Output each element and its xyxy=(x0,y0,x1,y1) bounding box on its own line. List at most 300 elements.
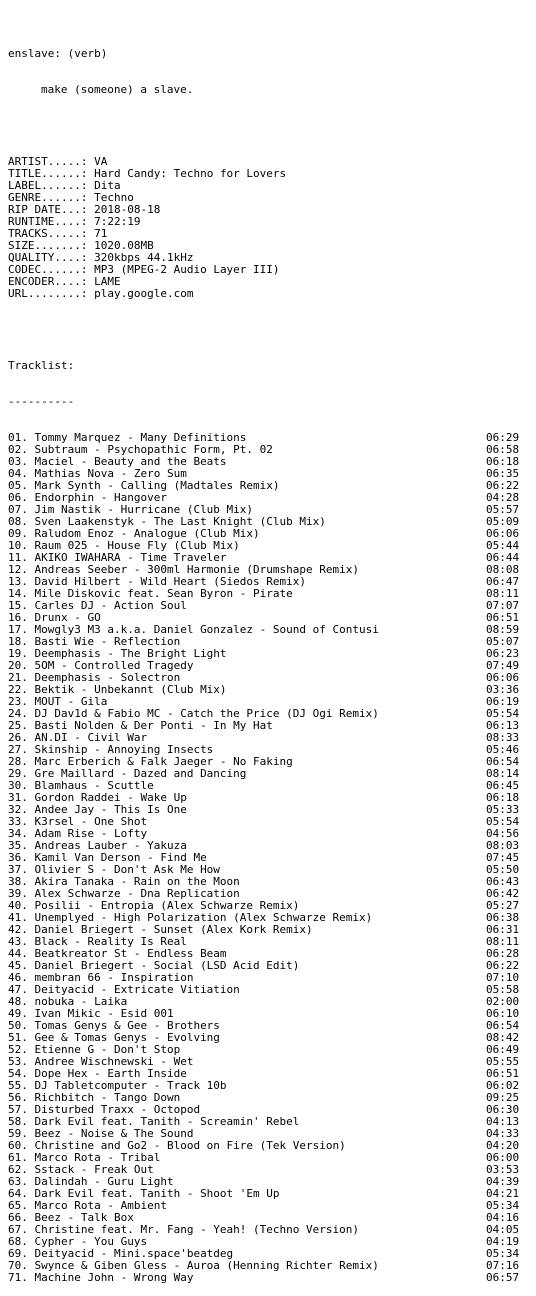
track-name: DJ Dav1d & Fabio MC - Catch the Price (DJ Ogi Remix) xyxy=(34,708,379,720)
track-title xyxy=(8,840,463,852)
track-row xyxy=(8,1104,530,1116)
track-number: 26. xyxy=(8,732,28,744)
track-title xyxy=(8,984,463,996)
track-row xyxy=(8,552,530,564)
track-number: 28. xyxy=(8,756,28,768)
track-duration: 06:22 xyxy=(486,959,520,972)
track-row xyxy=(8,660,530,672)
track-duration: 06:43 xyxy=(486,875,520,888)
info-row xyxy=(8,252,530,264)
track-duration: 06:06 xyxy=(486,527,520,540)
track-name: Richbitch - Tango Down xyxy=(34,1092,181,1104)
track-duration: 03:53 xyxy=(486,1163,520,1176)
track-title xyxy=(8,516,463,528)
track-name: Carles DJ - Action Soul xyxy=(34,600,187,612)
track-name: Subtraum - Psychopathic Form, Pt. 02 xyxy=(34,444,273,456)
track-name: Skinship - Annoying Insects xyxy=(34,744,214,756)
track-name: Sven Laakenstyk - The Last Knight (Club Mix) xyxy=(34,516,326,528)
track-name: Beatkreator St - Endless Beam xyxy=(34,948,227,960)
track-title xyxy=(8,804,463,816)
track-title xyxy=(8,552,463,564)
track-name: Beez - Talk Box xyxy=(34,1212,134,1224)
track-name: Tommy Marquez - Many Definitions xyxy=(34,432,247,444)
track-row xyxy=(8,744,530,756)
track-name: Gre Maillard - Dazed and Dancing xyxy=(34,768,247,780)
track-title xyxy=(8,1032,463,1044)
track-number: 04. xyxy=(8,468,28,480)
track-duration: 06:18 xyxy=(486,791,520,804)
track-number: 38. xyxy=(8,876,28,888)
track-row xyxy=(8,1224,530,1236)
track-row xyxy=(8,1140,530,1152)
track-row xyxy=(8,480,530,492)
track-number: 69. xyxy=(8,1248,28,1260)
info-label: TRACKS.....: xyxy=(8,228,88,240)
track-row xyxy=(8,504,530,516)
track-title xyxy=(8,468,463,480)
track-number: 42. xyxy=(8,924,28,936)
track-duration: 06:54 xyxy=(486,1019,520,1032)
track-title xyxy=(8,456,463,468)
track-name: Marc Erberich & Falk Jaeger - No Faking xyxy=(34,756,293,768)
track-title xyxy=(8,648,463,660)
track-title xyxy=(8,732,463,744)
track-duration: 06:19 xyxy=(486,695,520,708)
track-name: Andree Wischnewski - Wet xyxy=(34,1056,194,1068)
track-title xyxy=(8,972,463,984)
track-number: 40. xyxy=(8,900,28,912)
track-title xyxy=(8,744,463,756)
track-title xyxy=(8,1200,463,1212)
track-number: 12. xyxy=(8,564,28,576)
track-duration: 05:07 xyxy=(486,635,520,648)
info-row xyxy=(8,180,530,192)
track-number: 09. xyxy=(8,528,28,540)
info-label: RIP DATE...: xyxy=(8,204,88,216)
nfo-document xyxy=(8,24,530,1296)
track-name: Alex Schwarze - Dna Replication xyxy=(34,888,240,900)
track-duration: 02:00 xyxy=(486,995,520,1008)
track-title xyxy=(8,528,463,540)
track-title xyxy=(8,828,463,840)
track-row xyxy=(8,1176,530,1188)
track-number: 33. xyxy=(8,816,28,828)
track-name: Beez - Noise & The Sound xyxy=(34,1128,194,1140)
track-name: MOUT - Gila xyxy=(34,696,108,708)
track-duration: 04:19 xyxy=(486,1235,520,1248)
track-duration: 06:51 xyxy=(486,611,520,624)
track-row xyxy=(8,612,530,624)
track-name: Machine John - Wrong Way xyxy=(34,1272,194,1284)
track-duration: 08:03 xyxy=(486,839,520,852)
track-title xyxy=(8,1104,463,1116)
track-duration: 06:22 xyxy=(486,479,520,492)
info-row xyxy=(8,168,530,180)
track-title xyxy=(8,564,463,576)
track-name: Andreas Lauber - Yakuza xyxy=(34,840,187,852)
track-title xyxy=(8,576,463,588)
track-name: Mathias Nova - Zero Sum xyxy=(34,468,187,480)
track-title xyxy=(8,924,463,936)
track-name: Akira Tanaka - Rain on the Moon xyxy=(34,876,240,888)
track-title xyxy=(8,600,463,612)
track-duration: 07:49 xyxy=(486,659,520,672)
info-value: LAME xyxy=(94,276,121,288)
info-value: 2018-08-18 xyxy=(94,204,161,216)
track-number: 19. xyxy=(8,648,28,660)
track-name: Mark Synth - Calling (Madtales Remix) xyxy=(34,480,280,492)
track-row xyxy=(8,912,530,924)
track-title xyxy=(8,672,463,684)
info-value: Techno xyxy=(94,192,134,204)
track-name: Basti Nolden & Der Ponti - In My Hat xyxy=(34,720,273,732)
track-number: 02. xyxy=(8,444,28,456)
track-row xyxy=(8,456,530,468)
track-duration: 05:54 xyxy=(486,707,520,720)
track-number: 54. xyxy=(8,1068,28,1080)
info-row xyxy=(8,288,530,300)
track-row xyxy=(8,1020,530,1032)
track-duration: 06:45 xyxy=(486,779,520,792)
track-duration: 03:36 xyxy=(486,683,520,696)
track-duration: 05:50 xyxy=(486,863,520,876)
track-duration: 06:38 xyxy=(486,911,520,924)
track-row xyxy=(8,1212,530,1224)
track-number: 06. xyxy=(8,492,28,504)
track-title xyxy=(8,756,463,768)
track-duration: 06:30 xyxy=(486,1103,520,1116)
track-number: 10. xyxy=(8,540,28,552)
track-number: 51. xyxy=(8,1032,28,1044)
track-number: 65. xyxy=(8,1200,28,1212)
track-duration: 08:14 xyxy=(486,767,520,780)
info-value: Dita xyxy=(94,180,121,192)
track-row xyxy=(8,696,530,708)
track-duration: 05:55 xyxy=(486,1055,520,1068)
spacer xyxy=(8,120,530,132)
track-duration: 06:49 xyxy=(486,1043,520,1056)
track-title xyxy=(8,1020,463,1032)
track-row xyxy=(8,900,530,912)
track-duration: 08:11 xyxy=(486,935,520,948)
track-name: Daniel Briegert - Sunset (Alex Kork Remix) xyxy=(34,924,313,936)
track-row xyxy=(8,888,530,900)
track-duration: 05:34 xyxy=(486,1199,520,1212)
track-number: 48. xyxy=(8,996,28,1008)
track-name: Christine feat. Mr. Fang - Yeah! (Techno Version) xyxy=(34,1224,360,1236)
info-row xyxy=(8,192,530,204)
track-name: Dark Evil feat. Tanith - Shoot 'Em Up xyxy=(34,1188,280,1200)
track-number: 36. xyxy=(8,852,28,864)
track-row xyxy=(8,1272,530,1284)
track-number: 67. xyxy=(8,1224,28,1236)
track-name: Endorphin - Hangover xyxy=(34,492,167,504)
track-row xyxy=(8,1044,530,1056)
track-name: Jim Nastik - Hurricane (Club Mix) xyxy=(34,504,254,516)
track-duration: 06:54 xyxy=(486,755,520,768)
track-duration: 06:00 xyxy=(486,1151,520,1164)
track-number: 55. xyxy=(8,1080,28,1092)
track-number: 30. xyxy=(8,780,28,792)
track-row xyxy=(8,648,530,660)
track-duration: 08:11 xyxy=(486,587,520,600)
track-duration: 07:10 xyxy=(486,971,520,984)
track-name: Gee & Tomas Genys - Evolving xyxy=(34,1032,220,1044)
track-number: 15. xyxy=(8,600,28,612)
track-title xyxy=(8,1236,463,1248)
track-number: 63. xyxy=(8,1176,28,1188)
track-row xyxy=(8,708,530,720)
track-number: 31. xyxy=(8,792,28,804)
track-number: 50. xyxy=(8,1020,28,1032)
track-name: Marco Rota - Tribal xyxy=(34,1152,161,1164)
track-name: Raum 025 - House Fly (Club Mix) xyxy=(34,540,240,552)
track-row xyxy=(8,576,530,588)
track-duration: 05:58 xyxy=(486,983,520,996)
track-title xyxy=(8,960,463,972)
track-duration: 06:51 xyxy=(486,1067,520,1080)
track-row xyxy=(8,492,530,504)
track-number: 05. xyxy=(8,480,28,492)
track-row xyxy=(8,828,530,840)
track-name: Ivan Mikic - Esid 001 xyxy=(34,1008,174,1020)
track-row xyxy=(8,600,530,612)
track-title xyxy=(8,768,463,780)
track-name: Deemphasis - The Bright Light xyxy=(34,648,227,660)
track-name: K3rsel - One Shot xyxy=(34,816,148,828)
track-name: Cypher - You Guys xyxy=(34,1236,148,1248)
track-name: Andreas Seeber - 300ml Harmonie (Drumshape Remix) xyxy=(34,564,360,576)
track-duration: 06:06 xyxy=(486,671,520,684)
track-name: Bektik - Unbekannt (Club Mix) xyxy=(34,684,227,696)
track-title xyxy=(8,792,463,804)
track-number: 25. xyxy=(8,720,28,732)
track-number: 44. xyxy=(8,948,28,960)
track-row xyxy=(8,432,530,444)
track-number: 18. xyxy=(8,636,28,648)
track-title xyxy=(8,708,463,720)
track-number: 22. xyxy=(8,684,28,696)
track-title xyxy=(8,1128,463,1140)
track-row xyxy=(8,528,530,540)
track-number: 59. xyxy=(8,1128,28,1140)
track-row xyxy=(8,720,530,732)
track-title xyxy=(8,1164,463,1176)
track-duration: 06:58 xyxy=(486,443,520,456)
track-number: 43. xyxy=(8,936,28,948)
track-number: 62. xyxy=(8,1164,28,1176)
track-duration: 08:33 xyxy=(486,731,520,744)
track-duration: 05:44 xyxy=(486,539,520,552)
track-row xyxy=(8,588,530,600)
track-duration: 06:47 xyxy=(486,575,520,588)
track-row xyxy=(8,780,530,792)
track-row xyxy=(8,564,530,576)
track-duration: 04:39 xyxy=(486,1175,520,1188)
track-row xyxy=(8,876,530,888)
track-title xyxy=(8,816,463,828)
definition-term: enslave: (verb) xyxy=(8,48,108,60)
track-duration: 06:31 xyxy=(486,923,520,936)
track-row xyxy=(8,1008,530,1020)
track-number: 68. xyxy=(8,1236,28,1248)
track-name: Mowgly3 M3 a.k.a. Daniel Gonzalez - Sound of Contusi xyxy=(34,624,379,636)
track-name: Basti Wie - Reflection xyxy=(34,636,181,648)
info-row xyxy=(8,276,530,288)
track-name: Tomas Genys & Gee - Brothers xyxy=(34,1020,220,1032)
info-label: GENRE......: xyxy=(8,192,88,204)
track-row xyxy=(8,756,530,768)
track-name: Marco Rota - Ambient xyxy=(34,1200,167,1212)
track-title xyxy=(8,1044,463,1056)
track-row xyxy=(8,468,530,480)
track-title xyxy=(8,900,463,912)
track-duration: 04:56 xyxy=(486,827,520,840)
track-row xyxy=(8,672,530,684)
track-name: Dark Evil feat. Tanith - Screamin' Rebel xyxy=(34,1116,300,1128)
track-title xyxy=(8,492,463,504)
track-title xyxy=(8,1092,463,1104)
track-duration: 06:29 xyxy=(486,431,520,444)
info-row xyxy=(8,216,530,228)
info-label: ARTIST.....: xyxy=(8,156,88,168)
track-title xyxy=(8,720,463,732)
info-row xyxy=(8,264,530,276)
track-row xyxy=(8,816,530,828)
track-duration: 04:28 xyxy=(486,491,520,504)
track-title xyxy=(8,1068,463,1080)
info-label: RUNTIME....: xyxy=(8,216,88,228)
track-name: Deemphasis - Solectron xyxy=(34,672,181,684)
track-name: Disturbed Traxx - Octopod xyxy=(34,1104,201,1116)
track-name: AKIKO IWAHARA - Time Traveler xyxy=(34,552,227,564)
track-duration: 06:10 xyxy=(486,1007,520,1020)
track-name: Raludom Enoz - Analogue (Club Mix) xyxy=(34,528,260,540)
track-number: 71. xyxy=(8,1272,28,1284)
track-name: Mile Diskovic feat. Sean Byron - Pirate xyxy=(34,588,293,600)
track-number: 34. xyxy=(8,828,28,840)
track-name: Dope Hex - Earth Inside xyxy=(34,1068,187,1080)
track-duration: 04:05 xyxy=(486,1223,520,1236)
track-title xyxy=(8,504,463,516)
track-title xyxy=(8,696,463,708)
track-name: Posilii - Entropia (Alex Schwarze Remix) xyxy=(34,900,300,912)
tracklist-underline: ---------- xyxy=(8,396,75,408)
track-duration: 07:16 xyxy=(486,1259,520,1272)
track-title xyxy=(8,1272,463,1284)
track-row xyxy=(8,732,530,744)
info-value: VA xyxy=(94,156,108,168)
track-title xyxy=(8,588,463,600)
track-name: Swynce & Giben Gless - Auroa (Henning Richter Remix) xyxy=(34,1260,379,1272)
track-number: 49. xyxy=(8,1008,28,1020)
track-number: 01. xyxy=(8,432,28,444)
track-row xyxy=(8,1116,530,1128)
track-number: 14. xyxy=(8,588,28,600)
track-number: 35. xyxy=(8,840,28,852)
track-duration: 06:57 xyxy=(486,1271,520,1284)
release-info xyxy=(8,156,530,300)
track-number: 41. xyxy=(8,912,28,924)
track-duration: 05:46 xyxy=(486,743,520,756)
track-title xyxy=(8,780,463,792)
track-duration: 04:16 xyxy=(486,1211,520,1224)
track-number: 70. xyxy=(8,1260,28,1272)
track-name: Etienne G - Don't Stop xyxy=(34,1044,181,1056)
track-number: 37. xyxy=(8,864,28,876)
track-duration: 04:13 xyxy=(486,1115,520,1128)
track-row xyxy=(8,1068,530,1080)
info-label: LABEL......: xyxy=(8,180,88,192)
track-row xyxy=(8,792,530,804)
track-duration: 07:45 xyxy=(486,851,520,864)
track-row xyxy=(8,984,530,996)
track-row xyxy=(8,924,530,936)
track-number: 53. xyxy=(8,1056,28,1068)
track-title xyxy=(8,1116,463,1128)
track-title xyxy=(8,912,463,924)
track-row xyxy=(8,516,530,528)
track-name: Sstack - Freak Out xyxy=(34,1164,154,1176)
track-title xyxy=(8,1176,463,1188)
track-number: 47. xyxy=(8,984,28,996)
track-duration: 09:25 xyxy=(486,1091,520,1104)
track-duration: 04:33 xyxy=(486,1127,520,1140)
track-number: 08. xyxy=(8,516,28,528)
track-duration: 06:23 xyxy=(486,647,520,660)
track-title xyxy=(8,1140,463,1152)
info-value: 320kbps 44.1kHz xyxy=(94,252,194,264)
track-row xyxy=(8,1200,530,1212)
track-title xyxy=(8,936,463,948)
track-number: 61. xyxy=(8,1152,28,1164)
track-number: 46. xyxy=(8,972,28,984)
track-name: membran 66 - Inspiration xyxy=(34,972,194,984)
track-name: Daniel Briegert - Social (LSD Acid Edit) xyxy=(34,960,300,972)
track-title xyxy=(8,1080,463,1092)
track-row xyxy=(8,840,530,852)
track-duration: 05:54 xyxy=(486,815,520,828)
track-name: DJ Tabletcomputer - Track 10b xyxy=(34,1080,227,1092)
track-name: Drunx - GO xyxy=(34,612,101,624)
track-number: 58. xyxy=(8,1116,28,1128)
track-duration: 05:27 xyxy=(486,899,520,912)
track-title xyxy=(8,636,463,648)
track-title xyxy=(8,1188,463,1200)
track-duration: 04:21 xyxy=(486,1187,520,1200)
track-name: Dalindah - Guru Light xyxy=(34,1176,174,1188)
track-number: 03. xyxy=(8,456,28,468)
track-row xyxy=(8,936,530,948)
track-number: 57. xyxy=(8,1104,28,1116)
info-label: CODEC......: xyxy=(8,264,88,276)
definition-meaning: make (someone) a slave. xyxy=(41,84,194,96)
track-duration: 08:59 xyxy=(486,623,520,636)
track-number: 23. xyxy=(8,696,28,708)
track-title xyxy=(8,1152,463,1164)
track-row xyxy=(8,768,530,780)
track-row xyxy=(8,1248,530,1260)
track-duration: 04:20 xyxy=(486,1139,520,1152)
track-title xyxy=(8,1212,463,1224)
track-name: Adam Rise - Lofty xyxy=(34,828,148,840)
track-title xyxy=(8,480,463,492)
info-row xyxy=(8,240,530,252)
track-title xyxy=(8,1260,463,1272)
track-row xyxy=(8,1152,530,1164)
track-number: 24. xyxy=(8,708,28,720)
track-name: Maciel - Beauty and the Beats xyxy=(34,456,227,468)
